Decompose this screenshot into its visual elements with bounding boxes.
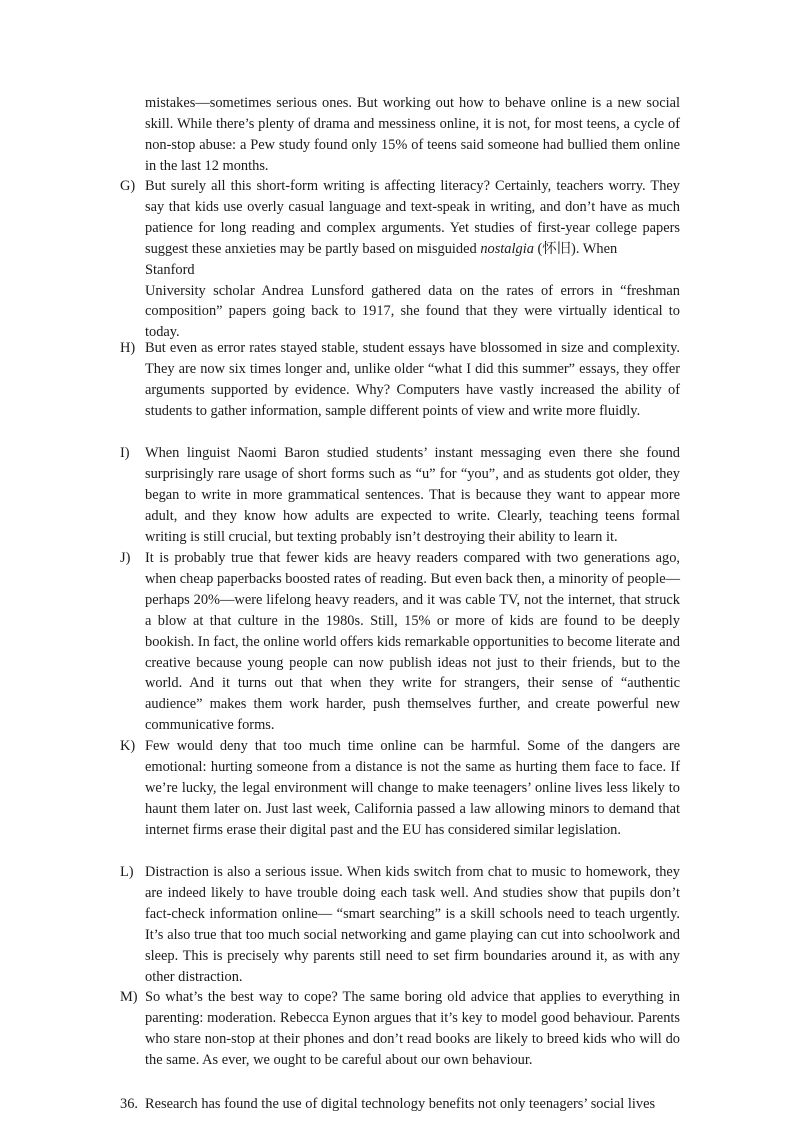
paragraph-i bbox=[120, 443, 680, 548]
paragraph-label: M) bbox=[120, 989, 138, 1005]
question-text: Research has found the use of digital technology benefits not only teenagers’ social lives bbox=[145, 1096, 656, 1112]
paragraph-label: J) bbox=[120, 550, 131, 566]
paragraph-label: G) bbox=[120, 178, 136, 194]
paragraph-m bbox=[120, 987, 680, 1071]
paragraph-body bbox=[145, 176, 680, 343]
paragraph-body: It is probably true that fewer kids are heavy readers compared with two generations ago, when cheap paperbacks boosted rates of reading. But even back then, a minority of people—perhaps 20%—were lifelong heavy readers, and it was cable TV, not the internet, that struck a blow at that culture in the 1980s. Still, 15% or more of kids are found to be deeply bookish. In fact, the online world offers kids remarkable opportunities to become literate and creative because young people can now publish ideas not just to their friends, but to the world. And it turns out that when they write for strangers, their sense of “authentic audience” makes them work harder, push themselves further, and create powerful new communicative forms. bbox=[145, 550, 680, 734]
paragraph-label: H) bbox=[120, 340, 136, 356]
question-36 bbox=[120, 1094, 680, 1115]
paragraph-g-part2: Stanford bbox=[145, 261, 195, 278]
paragraph-body: Few would deny that too much time online can be harmful. Some of the dangers are emotional: hurting someone from a distance is not the same as hurting them face to face. If we’re lucky, the legal environment will change to make teenagers’ online lives less likely to haunt them later on. Just last week, California passed a law allowing minors to demand that internet firms erase their digital past and the EU has considered similar legislation. bbox=[145, 738, 680, 838]
paragraph-g bbox=[120, 176, 680, 343]
paragraph-k bbox=[120, 736, 680, 841]
paragraph-g-part3: University scholar Andrea Lunsford gathered data on the rates of errors in “freshman composition” papers going back to 1917, she found that they were virtually identical to today. bbox=[145, 282, 680, 341]
paragraph-label: I) bbox=[120, 445, 130, 461]
paragraph-h bbox=[120, 338, 680, 422]
paragraph-g-part1: But surely all this short-form writing is affecting literacy? Certainly, teachers worry. They say that kids use overly casual language and text-speak in writing, and don’t have as much patience for long reading and complex arguments. Yet studies of first-year college papers suggest these anxieties may be partly based on misguided nostalgia (怀旧). When bbox=[145, 178, 680, 257]
emphasized-word: nostalgia bbox=[480, 240, 534, 257]
paragraph-body: When linguist Naomi Baron studied students’ instant messaging even there she found surprisingly rare usage of short forms such as “u” for “you”, and as students got older, they began to write in more grammatical sentences. That is because they want to appear more adult, and they know how adults are expected to write. Clearly, teaching teens formal writing is still crucial, but texting probably isn’t destroying their ability to learn it. bbox=[145, 445, 680, 545]
intro-paragraph: mistakes—sometimes serious ones. But working out how to behave online is a new social skill. While there’s plenty of drama and messiness online, it is not, for most teens, a cycle of non-stop abuse: a Pew study found only 15% of teens said someone had bullied them online in the last 12 months. bbox=[145, 95, 680, 174]
paragraph-label: L) bbox=[120, 864, 134, 880]
paragraph-body: But even as error rates stayed stable, student essays have blossomed in size and complexity. They are now six times longer and, unlike older “what I did this summer” essays, they offer arguments supported by evidence. Why? Computers have vastly increased the ability of students to gather information, sample different points of view and write more fluidly. bbox=[145, 340, 680, 419]
paragraph-j bbox=[120, 548, 680, 736]
paragraph-body: So what’s the best way to cope? The same boring old advice that applies to everything in parenting: moderation. Rebecca Eynon argues that it’s key to model good behaviour. Parents who stare non-stop at their phones and don’t read books are likely to breed kids who will do the same. As ever, we ought to be careful about our own behaviour. bbox=[145, 989, 680, 1068]
question-number: 36. bbox=[120, 1096, 138, 1112]
paragraph-label: K) bbox=[120, 738, 136, 754]
paragraph-body: Distraction is also a serious issue. When kids switch from chat to music to homework, they are indeed likely to have trouble doing each task well. And studies show that pupils don’t fact-check information online— “smart searching” is a skill schools need to teach urgently. It’s also true that too much social networking and game playing can cut into schoolwork and sleep. This is precisely why parents still need to set firm boundaries around it, as with any other distraction. bbox=[145, 864, 680, 985]
paragraph-l bbox=[120, 862, 680, 987]
